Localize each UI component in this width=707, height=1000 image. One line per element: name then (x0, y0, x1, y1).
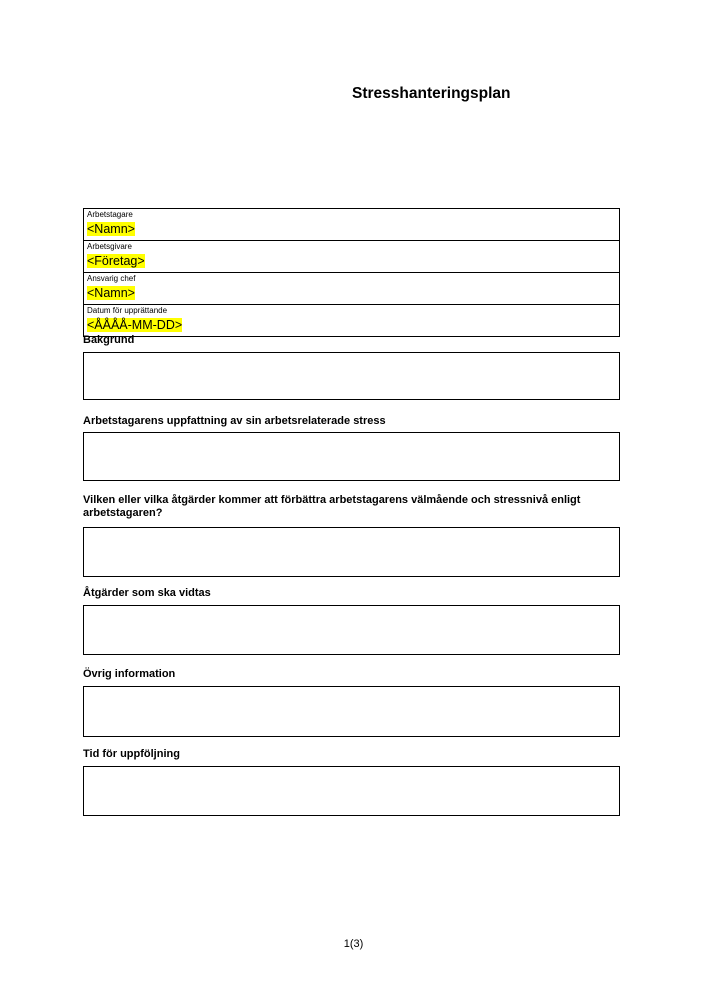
field-value-arbetstagare[interactable]: <Namn> (87, 222, 135, 236)
table-row (84, 305, 620, 337)
table-cell (84, 209, 620, 241)
section-box-ovrig-information[interactable] (83, 686, 620, 737)
field-label-datum: Datum för upprättande (87, 306, 168, 315)
field-label-arbetsgivare: Arbetsgivare (87, 242, 132, 251)
table-row (84, 209, 620, 241)
section-heading-atgarder-vidtas: Åtgärder som ska vidtas (83, 587, 211, 599)
table-cell (84, 273, 620, 305)
field-label-ansvarig-chef: Ansvarig chef (87, 274, 136, 283)
section-box-uppfoljning[interactable] (83, 766, 620, 816)
section-box-atgarder-vidtas[interactable] (83, 605, 620, 655)
info-table (83, 208, 620, 337)
field-label-arbetstagare: Arbetstagare (87, 210, 133, 219)
section-heading-uppfoljning: Tid för uppföljning (83, 748, 180, 760)
section-heading-ovrig-information: Övrig information (83, 668, 176, 680)
table-cell (84, 305, 620, 337)
field-value-datum[interactable]: <ÅÅÅÅ-MM-DD> (87, 318, 183, 332)
section-heading-bakgrund: Bakgrund (83, 334, 135, 346)
section-box-atgarder-forbattra[interactable] (83, 527, 620, 577)
section-heading-atgarder-forbattra: Vilken eller vilka åtgärder kommer att förbättra arbetstagarens välmående och stressnivå enligt arbetstagaren? (83, 494, 581, 519)
page-number: 1(3) (343, 938, 364, 950)
table-cell (84, 241, 620, 273)
table-row (84, 241, 620, 273)
document-title: Stresshanteringsplan (352, 85, 511, 102)
table-row (84, 273, 620, 305)
field-value-arbetsgivare[interactable]: <Företag> (87, 254, 145, 268)
section-heading-uppfattning: Arbetstagarens uppfattning av sin arbetsrelaterade stress (83, 415, 386, 427)
section-box-uppfattning[interactable] (83, 432, 620, 481)
field-value-ansvarig-chef[interactable]: <Namn> (87, 286, 135, 300)
section-box-bakgrund[interactable] (83, 352, 620, 400)
